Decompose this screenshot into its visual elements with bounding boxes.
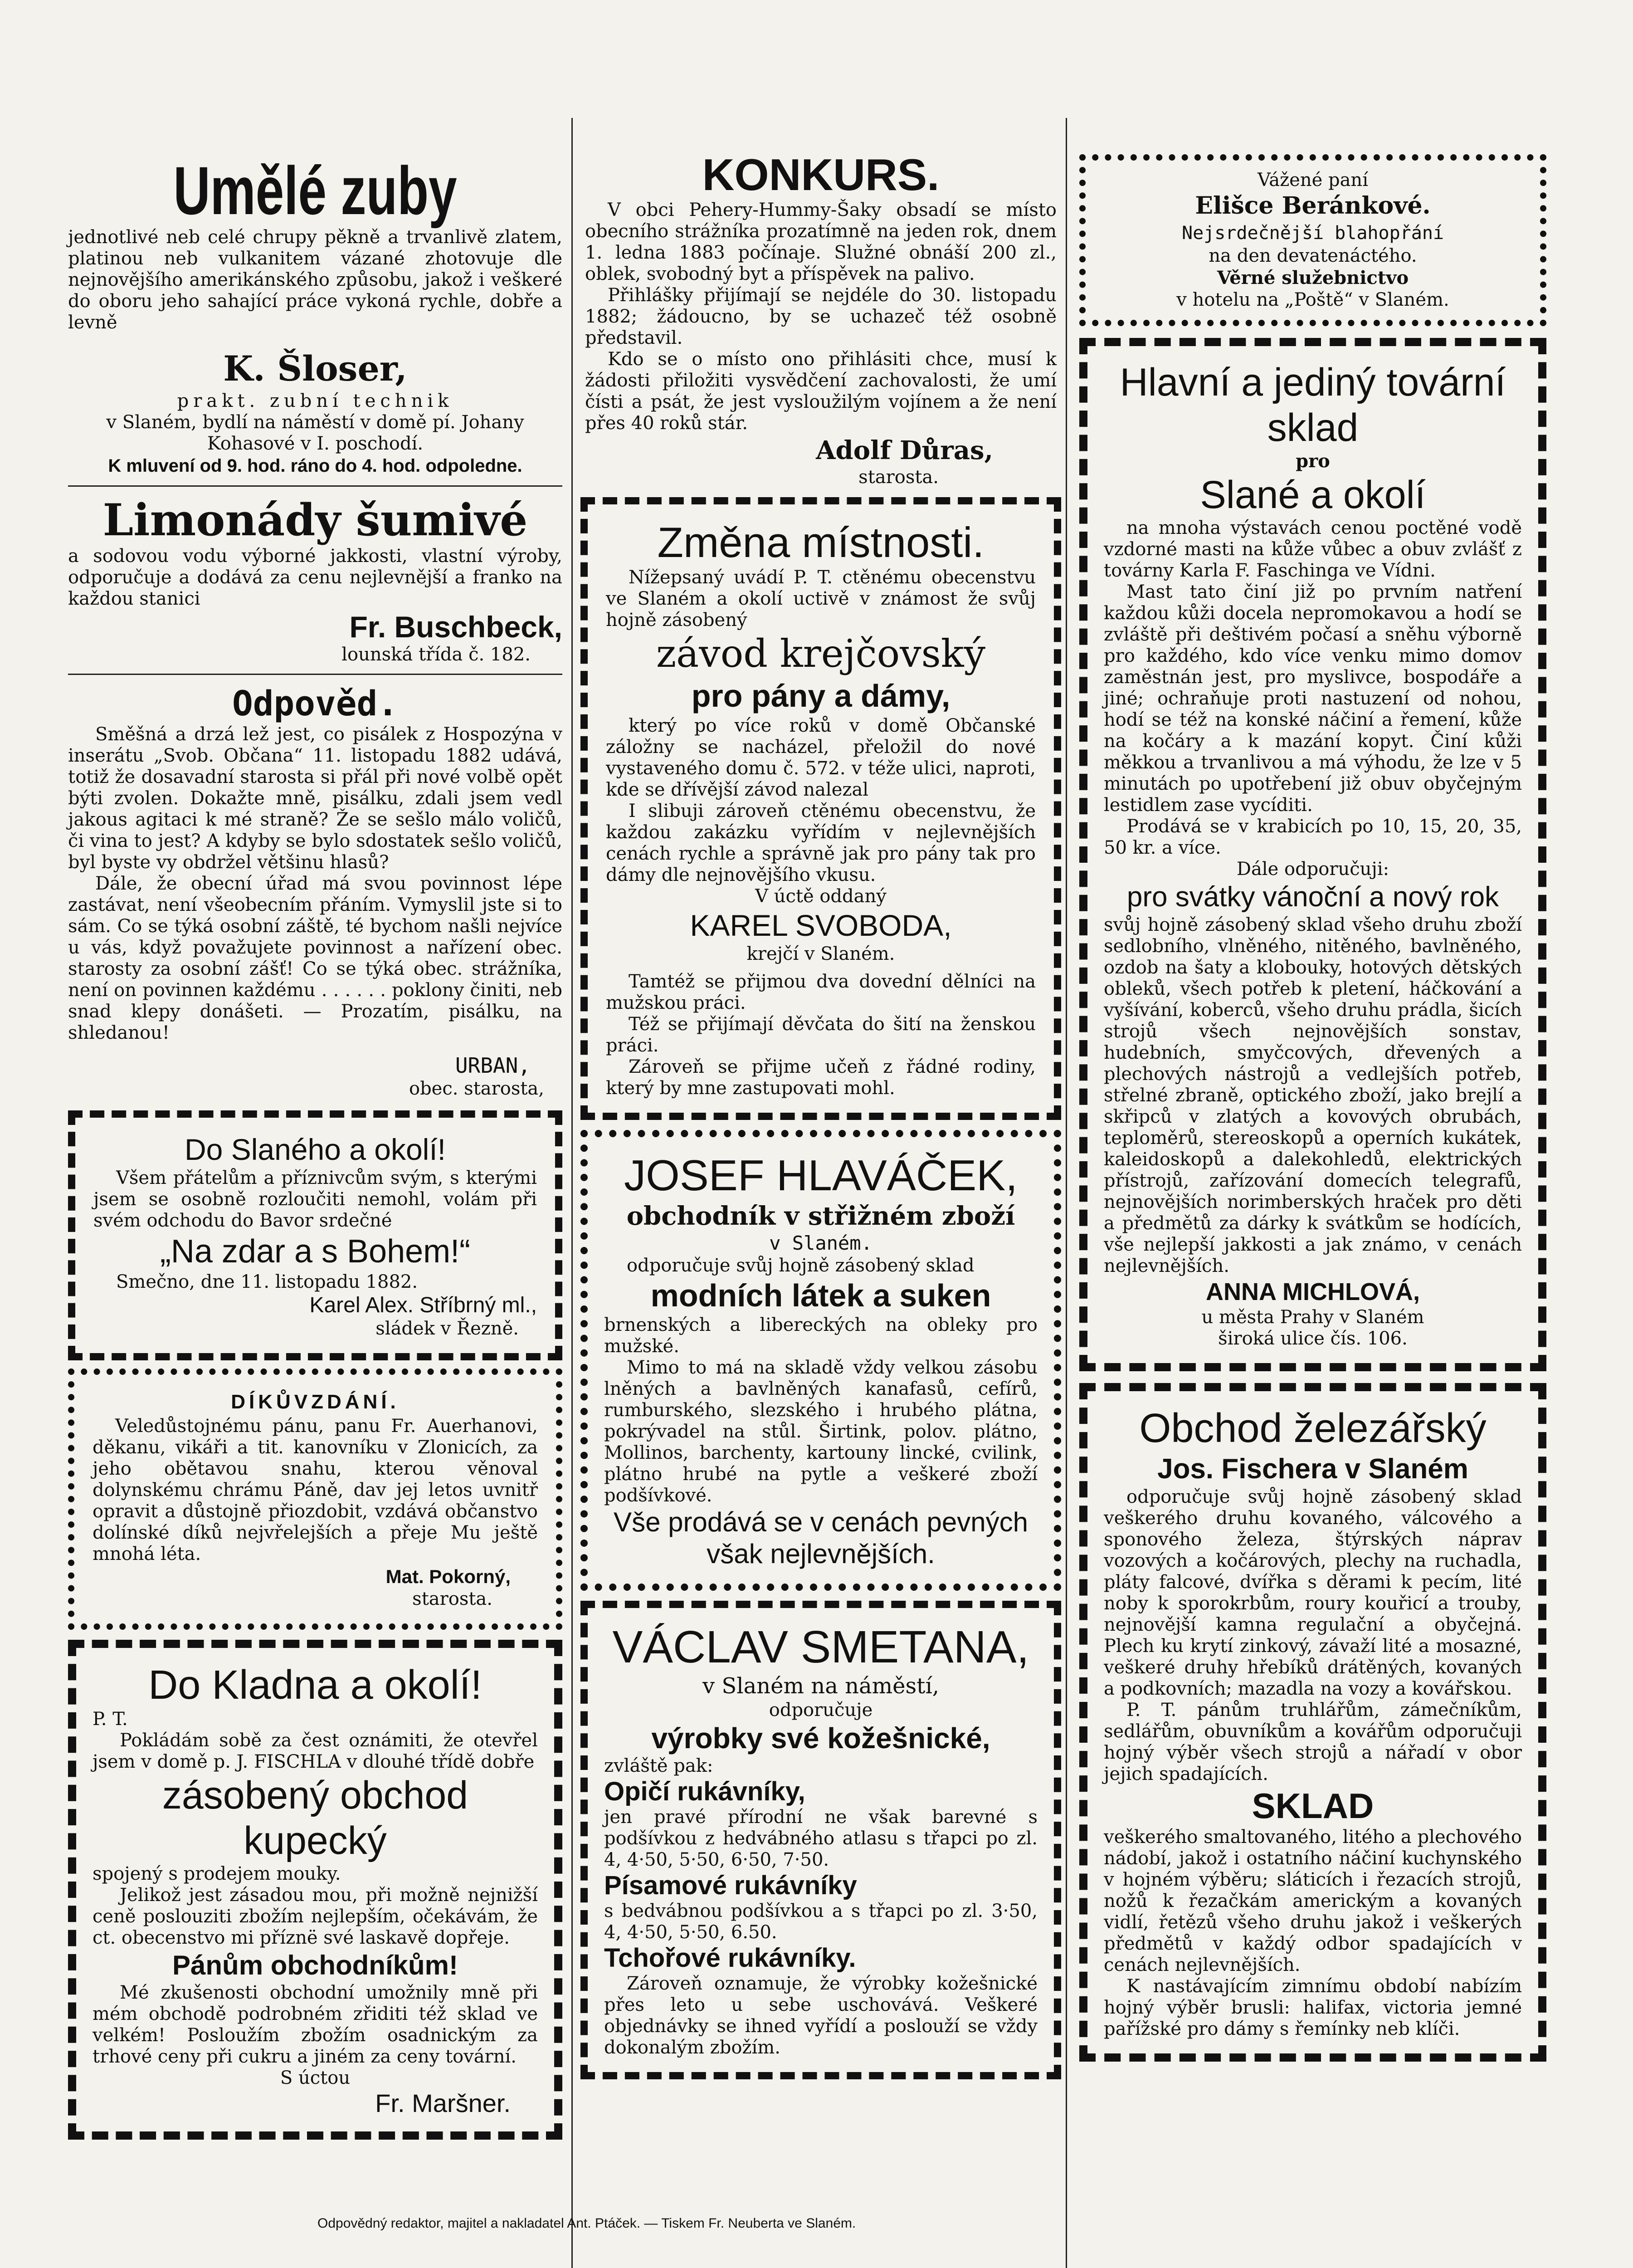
- ad-role: sládek v Řezně.: [375, 1318, 519, 1339]
- ad-p4: Tamtéž se přijmou dva dovední dělníci na mužskou práci.: [606, 971, 1036, 1013]
- ad-p3: I slibuji zároveň ctěnému obecenstvu, že každou zakázku vyřídím v nejlevnějších cenách rychle a správně jak pro pány tak pro dámy dle nejnovějšího vkusu.: [606, 801, 1036, 885]
- notice-p1: V obci Pehery-Hummy-Šaky obsadí se místo obecního strážníka prozatímně na jeden rok, dnem 1. ledna 1883 počínaje. Služné obnáší 200 zl., oblek, svobodný byt a příspěvek na palivo.: [585, 200, 1057, 284]
- ad-sklad: SKLAD: [1252, 1786, 1374, 1826]
- ad-p2: P. T. pánům truhlářům, zámečníkům, sedlářům, obuvníkům a kovářům odporučuji hojný výběr všech strojů a nářadí v obor jejich spadajících.: [1104, 1700, 1522, 1784]
- column-1: [68, 118, 562, 2140]
- ad-text: Veledůstojnému pánu, panu Fr. Auerhanovi, děkanu, vikáři a tit. kanovníku v Zlonicích, za jeho obětavou snahu, kterou věnoval dolynskému chrámu Páně, dav jej letos uvnitř opravit a důstojně přiozdobit, vzdává občanstvo dolínské díků nejvřelejších a přeje Mu ještě mnohá léta.: [93, 1416, 538, 1564]
- notice-title: KONKURS.: [702, 150, 940, 200]
- ad-p2: Mast tato činí již po prvním natření každou kůži docela nepromokavou a hodí se zvláště při deštivém počasí a sněhu výborně pro každého, kdo více venku mimo domov zaměstnán jest, pro myslivce, bospodáře a jiné; ochraňuje proti nastuzení od nohou, hodí se též na konské náčiní a řemení, kůže na kočáry a k mazání kopyt. Činí kůži měkkou a trvanlivou a má výhodu, že lze v 5 minutách po upotřebení již obuv obyčejným lestidlem zase vycíditi.: [1104, 582, 1522, 816]
- ad-name: Elišce Beránkové.: [1195, 192, 1431, 220]
- ad-title: JOSEF HLAVÁČEK,: [624, 1151, 1018, 1200]
- ad-text: jednotlivé neb celé chrupy pěkně a trvanlivě zlatem, platinou neb vulkanitem vázané zhotovuje dle nejnovějšího amerikánského způsobu, jakož i veškeré do oboru jeho sahající práce vykoná rychle, dobře a levně: [68, 227, 562, 333]
- ad-big2: pro pány a dámy,: [691, 678, 951, 714]
- ad-p6: Zároveň se přijme učeň z řádné rodiny, který by mne zastupovati mohl.: [606, 1056, 1036, 1099]
- ad-p2: spojený s prodejem mouky.: [93, 1863, 341, 1884]
- ad-pro: pro: [1296, 450, 1330, 472]
- ad-end: Vše prodává se v cenách pevných však nejlevnějších.: [614, 1507, 1028, 1569]
- ad-location: v hotelu na „Poště“ v Slaném.: [1176, 289, 1449, 310]
- ad-name: KAREL SVOBODA,: [690, 909, 952, 942]
- ad-hours: K mluvení od 9. hod. ráno do 4. hod. odpoledne.: [108, 456, 522, 476]
- ad-title: Umělé zuby: [173, 152, 457, 229]
- column-2: [580, 118, 1061, 2079]
- ad-big: pro svátky vánoční a nový rok: [1126, 881, 1499, 913]
- ad-p1: Nížepsaný uvádí P. T. ctěnému obecenstvu ve Slaném a okolí uctivě v známost že svůj hojně zásobený: [606, 567, 1036, 631]
- column-rule-left: [571, 118, 573, 2268]
- ad-name: ANNA MICHLOVÁ,: [1206, 1278, 1420, 1305]
- ad-pak: zvláště pak:: [604, 1755, 713, 1776]
- ad-wish: Nejsrdečnější blahopřání: [1182, 223, 1444, 244]
- ad-title: Do Slaného a okolí!: [184, 1133, 446, 1166]
- ad-subtitle: Jos. Fischera v Slaném: [1157, 1453, 1468, 1485]
- ad-shout: Pánům obchodníkům!: [172, 1950, 458, 1980]
- notice-role: obec. starosta,: [409, 1078, 544, 1099]
- notice-odpoved: [68, 683, 562, 1100]
- ad-p3: veškerého smaltovaného, litého a plechového nádobí, jakož i ostatního náčiní kuchynského v hojném výběru; sláticích i řezacích strojů, nožů k řezačkám americkým a kovaných vidlí, řetězů všeho druhu jakož i veškerých předmětů v každý odbor spadajících v cenách nejlevnějších.: [1104, 1827, 1522, 1975]
- imprint-footer: Odpovědný redaktor, majitel a nakladatel Ant. Ptáček. — Tiskem Fr. Neuberta ve Slaném.: [317, 2216, 856, 2231]
- ad-p1: Pokládám sobě za čest oznámiti, že otevřel jsem v domě p. J. FISCHLA v dlouhé třídě dobře: [93, 1730, 538, 1772]
- ad-text: a sodovou vodu výborné jakkosti, vlastní výroby, odporučuje a dodává za cenu nejlevnější a franko na každou stanici: [68, 546, 562, 609]
- ad-occasion: na den devatenáctého.: [1209, 245, 1417, 266]
- ad-p3: Prodává se v krabicích po 10, 15, 20, 35, 50 kr. a více.: [1104, 816, 1522, 858]
- ad-role: krejčí v Slaném.: [746, 943, 895, 964]
- ad-big1: závod krejčovský: [656, 631, 986, 676]
- ad-p4: Mé zkušenosti obchodní umožnily mně při mém obchodě podrobném zřiditi též sklad ve velkém! Posloužím zbožím osadnickým za trhové ceny při cukru a jiném za ceny tovární.: [93, 1982, 538, 2067]
- ad-text: Zároveň oznamuje, že výrobky kožešnické přes leto u sebe uschovává. Veškeré objednávky se ihned vyřídí a poslouží se vždy dokonalým zbožím.: [604, 1973, 1038, 2058]
- ad-item2-text: s bedvábnou podšívkou a s třapci po zl. 3·50, 4, 4·50, 5·50, 6.50.: [604, 1901, 1038, 1943]
- ad-item1: Opičí rukávníky,: [604, 1777, 805, 1806]
- ad-fischer: [1079, 1383, 1546, 2062]
- notice-p2: Dále, že obecní úřad má svou povinnost lépe zastávat, není všeobecním přáním. Vymyslil jste si to sám. Co se týká osobní záště, té bychom našli nejvíce u vás, když považujete povinnost a nařízení obec. starosty za osobní zášť! Co se týká obec. strážníka, není on povinnen každému . . . . . . poklony činiti, neb snad klepy donášeti. — Prozatím, pisálku, na shledanou!: [68, 873, 562, 1043]
- notice-role: starosta.: [858, 467, 939, 488]
- ad-p5: Též se přijímají děvčata do šití na ženskou práci.: [606, 1014, 1036, 1056]
- ad-michlova: [1079, 338, 1546, 1371]
- ad-address: lounská třída č. 182.: [341, 644, 531, 665]
- ad-vaclav-smetana: [580, 1601, 1061, 2079]
- ad-greeting: S úctou: [280, 2068, 351, 2088]
- ad-p1: odporučuje svůj hojně zásobený sklad veškerého druhu kovaného, válcového a sponového železa, štýrských náprav vozových a kočárových, plechy na ruchadla, pláty falcové, dvířka s děrami k pecím, lité noby k sporokrbům, roury kouřicí a trouby, nejnovější kamna regulační a obyčejná. Plech ku krytí zinkový, závaží lité a mosazné, veškeré druhy hřebíků drátěných, kovaných a podkovních; mazadla na vozy a kovářskou.: [1104, 1486, 1522, 1699]
- ad-p4: K nastávajícím zimnímu období nabízím hojný výběr brusli: halifax, victoria jemné pařížské pro dámy s řemínky neb klíči.: [1104, 1976, 1522, 2039]
- ad-odporucuje: odporučuje: [769, 1700, 873, 1721]
- ad-name: Fr. Maršner.: [375, 2089, 511, 2117]
- ad-zmena-mistnosti: [580, 497, 1061, 1120]
- ad-shout: „Na zdar a s Bohem!“: [160, 1233, 471, 1270]
- ad-p3: Mimo to má na skladě vždy velkou zásobu lněných a bavlněných kanafasů, cefírů, rumburského, slezského i hrubého plátna, pokrývadel na stůl. Širtink, polov. plátno, Mollinos, barchenty, kartouny lincké, cvilink, plátno hrubé na pytle a veškeré zboží podšívkové.: [604, 1357, 1038, 1506]
- ad-profession: prakt. zubní technik: [177, 391, 453, 411]
- divider: [68, 485, 562, 487]
- ad-name: Fr. Buschbeck,: [349, 610, 562, 644]
- ad-location: u města Prahy v Slaném: [1201, 1307, 1424, 1328]
- ad-text: Všem přátelům a příznivcům svým, s kterými jsem se osobně rozloučiti nemohl, volám při svém odchodu do Bavor srdečné: [93, 1168, 537, 1231]
- notice-title: Odpověd.: [232, 683, 399, 723]
- ad-beranek: [1079, 154, 1546, 326]
- ad-name: K. Šloser,: [223, 348, 407, 389]
- ad-title: Do Kladna a okolí!: [148, 1662, 482, 1708]
- ad-pt: P. T.: [93, 1709, 128, 1730]
- ad-title: Obchod železářský: [1139, 1406, 1487, 1451]
- notice-signature: URBAN,: [455, 1053, 531, 1078]
- notice-konkurs: [580, 150, 1061, 488]
- ad-umele-zuby: [68, 154, 562, 477]
- ad-p2: který po více roků v domě Občanské záložny se nacházel, přeložil do nové vystaveného domu č. 572. v téže ulici, naproti, kde se dřívější závod nalezal: [606, 715, 1036, 800]
- ad-title: Hlavní a jediný tovární sklad: [1120, 361, 1506, 450]
- ad-name: Mat. Pokorný,: [385, 1566, 511, 1587]
- ad-limonady: [68, 495, 562, 665]
- ad-title: DÍKŮVZDÁNÍ.: [231, 1391, 400, 1413]
- newspaper-page: [68, 118, 1560, 2268]
- ad-dikuvzdani: [68, 1369, 562, 1630]
- ad-big: modních látek a suken: [650, 1278, 991, 1313]
- ad-from: Věrné služebnictvo: [1217, 267, 1409, 288]
- ad-title: VÁCLAV SMETANA,: [612, 1622, 1029, 1672]
- ad-city: Slané a okolí: [1200, 473, 1426, 517]
- ad-do-slaneho: [68, 1110, 562, 1360]
- ad-p3: Jelikož jest zásadou mou, při možně nejnižší ceně poslouziti zbožím nejlepším, očekávám, že ct. obecenstvo mi příznë své laskavě dopřeje.: [93, 1885, 538, 1948]
- ad-subtitle: obchodník v střižném zboží: [626, 1201, 1015, 1231]
- ad-address: široká ulice čís. 106.: [1218, 1328, 1408, 1349]
- column-3: [1066, 118, 1546, 2062]
- ad-title: Limonády šumivé: [102, 494, 528, 546]
- ad-location: v Slaném na náměstí,: [702, 1673, 940, 1699]
- ad-p4: Dále odporučuji:: [1236, 859, 1389, 880]
- ad-address: v Slaném, bydlí na náměstí v domě pí. Johany Kohasové v I. poschodí.: [106, 412, 524, 454]
- ad-p1: na mnoha výstavách cenou poctěné vodě vzdorné masti na kůže vůbec a obuv zvlášť z továrny Karla F. Faschinga ve Vídni.: [1104, 518, 1522, 581]
- ad-title: Změna místnosti.: [657, 518, 985, 566]
- ad-header: Vážené paní: [1258, 170, 1368, 191]
- divider: [68, 674, 562, 675]
- ad-p2: brnenských a libereckých na obleky pro mužské.: [604, 1315, 1038, 1357]
- ad-name: Karel Alex. Stříbrný ml.,: [309, 1293, 537, 1317]
- ad-big: výrobky své kožešnické,: [651, 1722, 990, 1755]
- ad-item2: Písamové rukávníky: [604, 1871, 857, 1900]
- notice-p3: Kdo se o místo ono přihlásiti chce, musí k žádosti přiložiti vysvědčení zachovalosti, že umí čísti a psát, že jest vysloužilým vojínem a že není přes 40 roků stár.: [585, 349, 1057, 434]
- notice-p2: Přihlášky přijímají se nejdéle do 30. listopadu 1882; žádoucno, by se uchazeč též osobně představil.: [585, 285, 1057, 348]
- ad-p1: odporučuje svůj hojně zásobený sklad: [627, 1255, 975, 1276]
- ad-do-kladna: [68, 1640, 562, 2140]
- ad-big: zásobený obchod kupecký: [162, 1774, 468, 1862]
- ad-item3: Tchořové rukávníky.: [604, 1943, 856, 1973]
- ad-city: v Slaném.: [769, 1232, 873, 1254]
- notice-p1: Směšná a drzá lež jest, co pisálek z Hospozýna v inserátu „Svob. Občana“ 11. listopadu 1882 udává, totiž že dosavadní starosta si přál při nové volbě opět býti zvolen. Dokažte mně, pisálku, zdali jsem vedl jakous agitaci k mé straně? Že se sešlo málo voličů, či vina to jest? A kdyby se bylo sdostatek sešlo voličů, byl byste vy obdržel většinu hlasů?: [68, 724, 562, 873]
- ad-role: starosta.: [412, 1589, 492, 1609]
- notice-name: Adolf Důras,: [816, 435, 993, 465]
- ad-item1-text: jen pravé přírodní ne však barevné s podšívkou z hedvábného atlasu s třapci po zl. 4, 4·50, 5·50, 6·50, 7·50.: [604, 1807, 1038, 1870]
- ad-josef-hlavacek: [580, 1130, 1061, 1591]
- ad-greeting: V úctě oddaný: [755, 886, 887, 907]
- ad-p5: svůj hojně zásobený sklad všeho druhu zboží sedlobního, vlněného, nitěného, bavlněného, ozdob na šaty a klobouky, hotových dětských obleků, všech potřeb k pletení, háčkování a vyšívání, koberců, všeho druhu prádla, šicích strojů všech nejnovějších sonstav, hudebních, smyčcových, dřevených a plechových nástrojů a vedlejších potřeb, střelné zbraně, optického zboží, jako brejlí a skřipců v zlatých a kovových obrubách, teploměrů, stereoskopů a operních kukátek, kaleidoskopů a dalekohledů, elektrických přístrojů, zařízování domecích telegrafů, nejnovějších norimberských hraček pro děti a předmětů za dárky k svátkům se hodících, vše nejlepší jakkosti a jak známo, v cenách nejlevnějších.: [1104, 914, 1522, 1276]
- ad-date: Smečno, dne 11. listopadu 1882.: [116, 1271, 418, 1292]
